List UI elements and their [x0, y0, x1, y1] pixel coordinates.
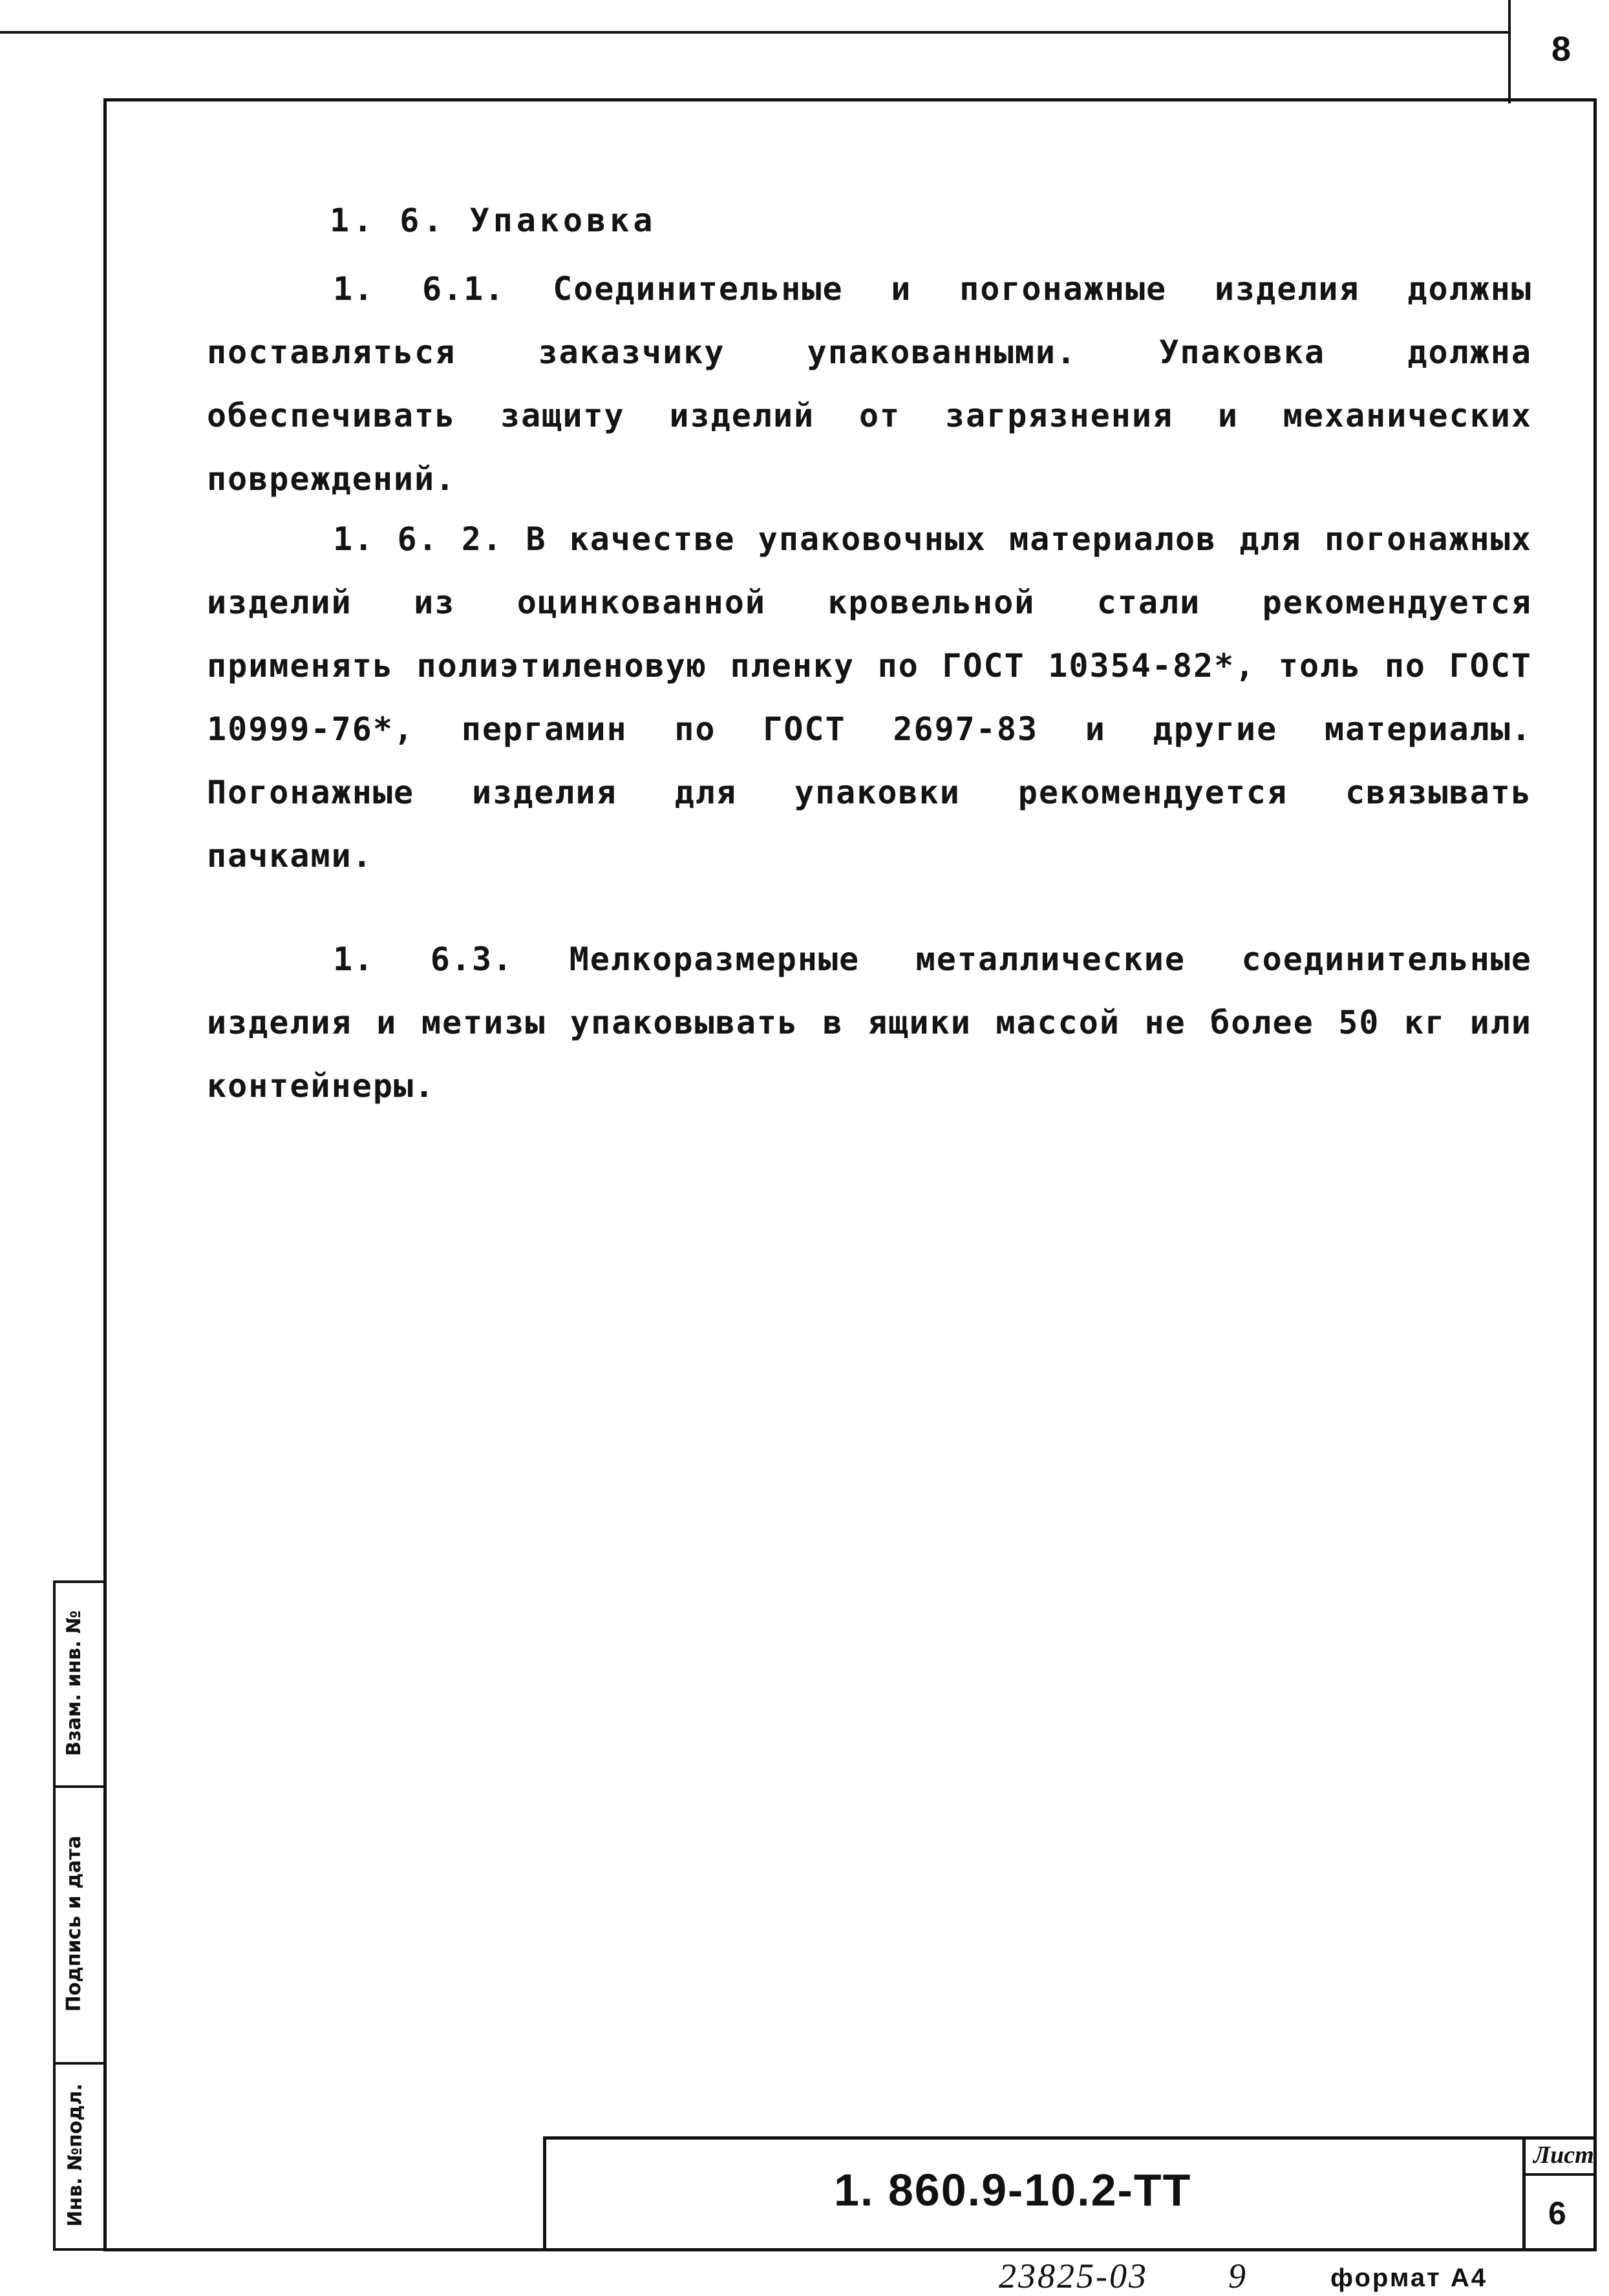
- sheet-number: 6: [1548, 2195, 1566, 2231]
- paragraph-1-6-2-text: 1. 6. 2. В качестве упаковочных материалов для погонажных изделий из оцинкованной кровельной стали рекомендуется применять полиэтиленовую пленку по ГОСТ 10354-82*, толь по ГОСТ 10999-76*, пергамин по ГОСТ 2697-83 и другие материалы. Погонажные изделия для упаковки рекомендуется связывать пачками.: [207, 520, 1532, 875]
- stamp-label-vzam-inv: Взам. инв. №: [63, 1610, 85, 1756]
- sheet-label: Лист: [1533, 2142, 1594, 2169]
- stamp-label-inv-podl: Инв. №подл.: [64, 2083, 87, 2227]
- page-number: 8: [1551, 30, 1572, 69]
- section-heading: 1. 6. Упаковка: [330, 202, 657, 239]
- frame-top: [103, 98, 1597, 101]
- stamp-label-podpis-data: Подпись и дата: [63, 1835, 85, 2012]
- handwritten-archive-number: 23825-03: [999, 2257, 1148, 2295]
- document-designation: 1. 860.9-10.2-ТТ: [834, 2165, 1192, 2215]
- paragraph-1-6-3: [207, 928, 1532, 1118]
- title-block-top: [543, 2136, 1597, 2140]
- stamp-row-line-1: [53, 1580, 105, 1583]
- paragraph-1-6-1: [207, 257, 1532, 511]
- top-rule: [0, 31, 1509, 34]
- frame-left: [103, 98, 107, 2251]
- title-block-sheet-divider: [1522, 2136, 1526, 2251]
- title-block-left: [543, 2136, 546, 2251]
- title-block-sheet-row-line: [1522, 2173, 1597, 2176]
- frame-bottom: [103, 2248, 1597, 2251]
- paragraph-1-6-1-text: 1. 6.1. Соединительные и погонажные изделия должны поставляться заказчику упакованными. Упаковка должна обеспечивать защиту изделий от загрязнения и механических повреждений.: [207, 270, 1532, 498]
- paper-format: формат А4: [1330, 2264, 1487, 2292]
- paragraph-1-6-2: [207, 507, 1532, 888]
- frame-right: [1593, 98, 1597, 2251]
- paragraph-1-6-3-text: 1. 6.3. Мелкоразмерные металлические соединительные изделия и метизы упаковывать в ящики массой не более 50 кг или контейнеры.: [207, 941, 1532, 1105]
- page-number-cell-divider: [1508, 0, 1511, 103]
- stamp-outer-left: [53, 1580, 56, 2251]
- handwritten-digit: 9: [1228, 2257, 1246, 2295]
